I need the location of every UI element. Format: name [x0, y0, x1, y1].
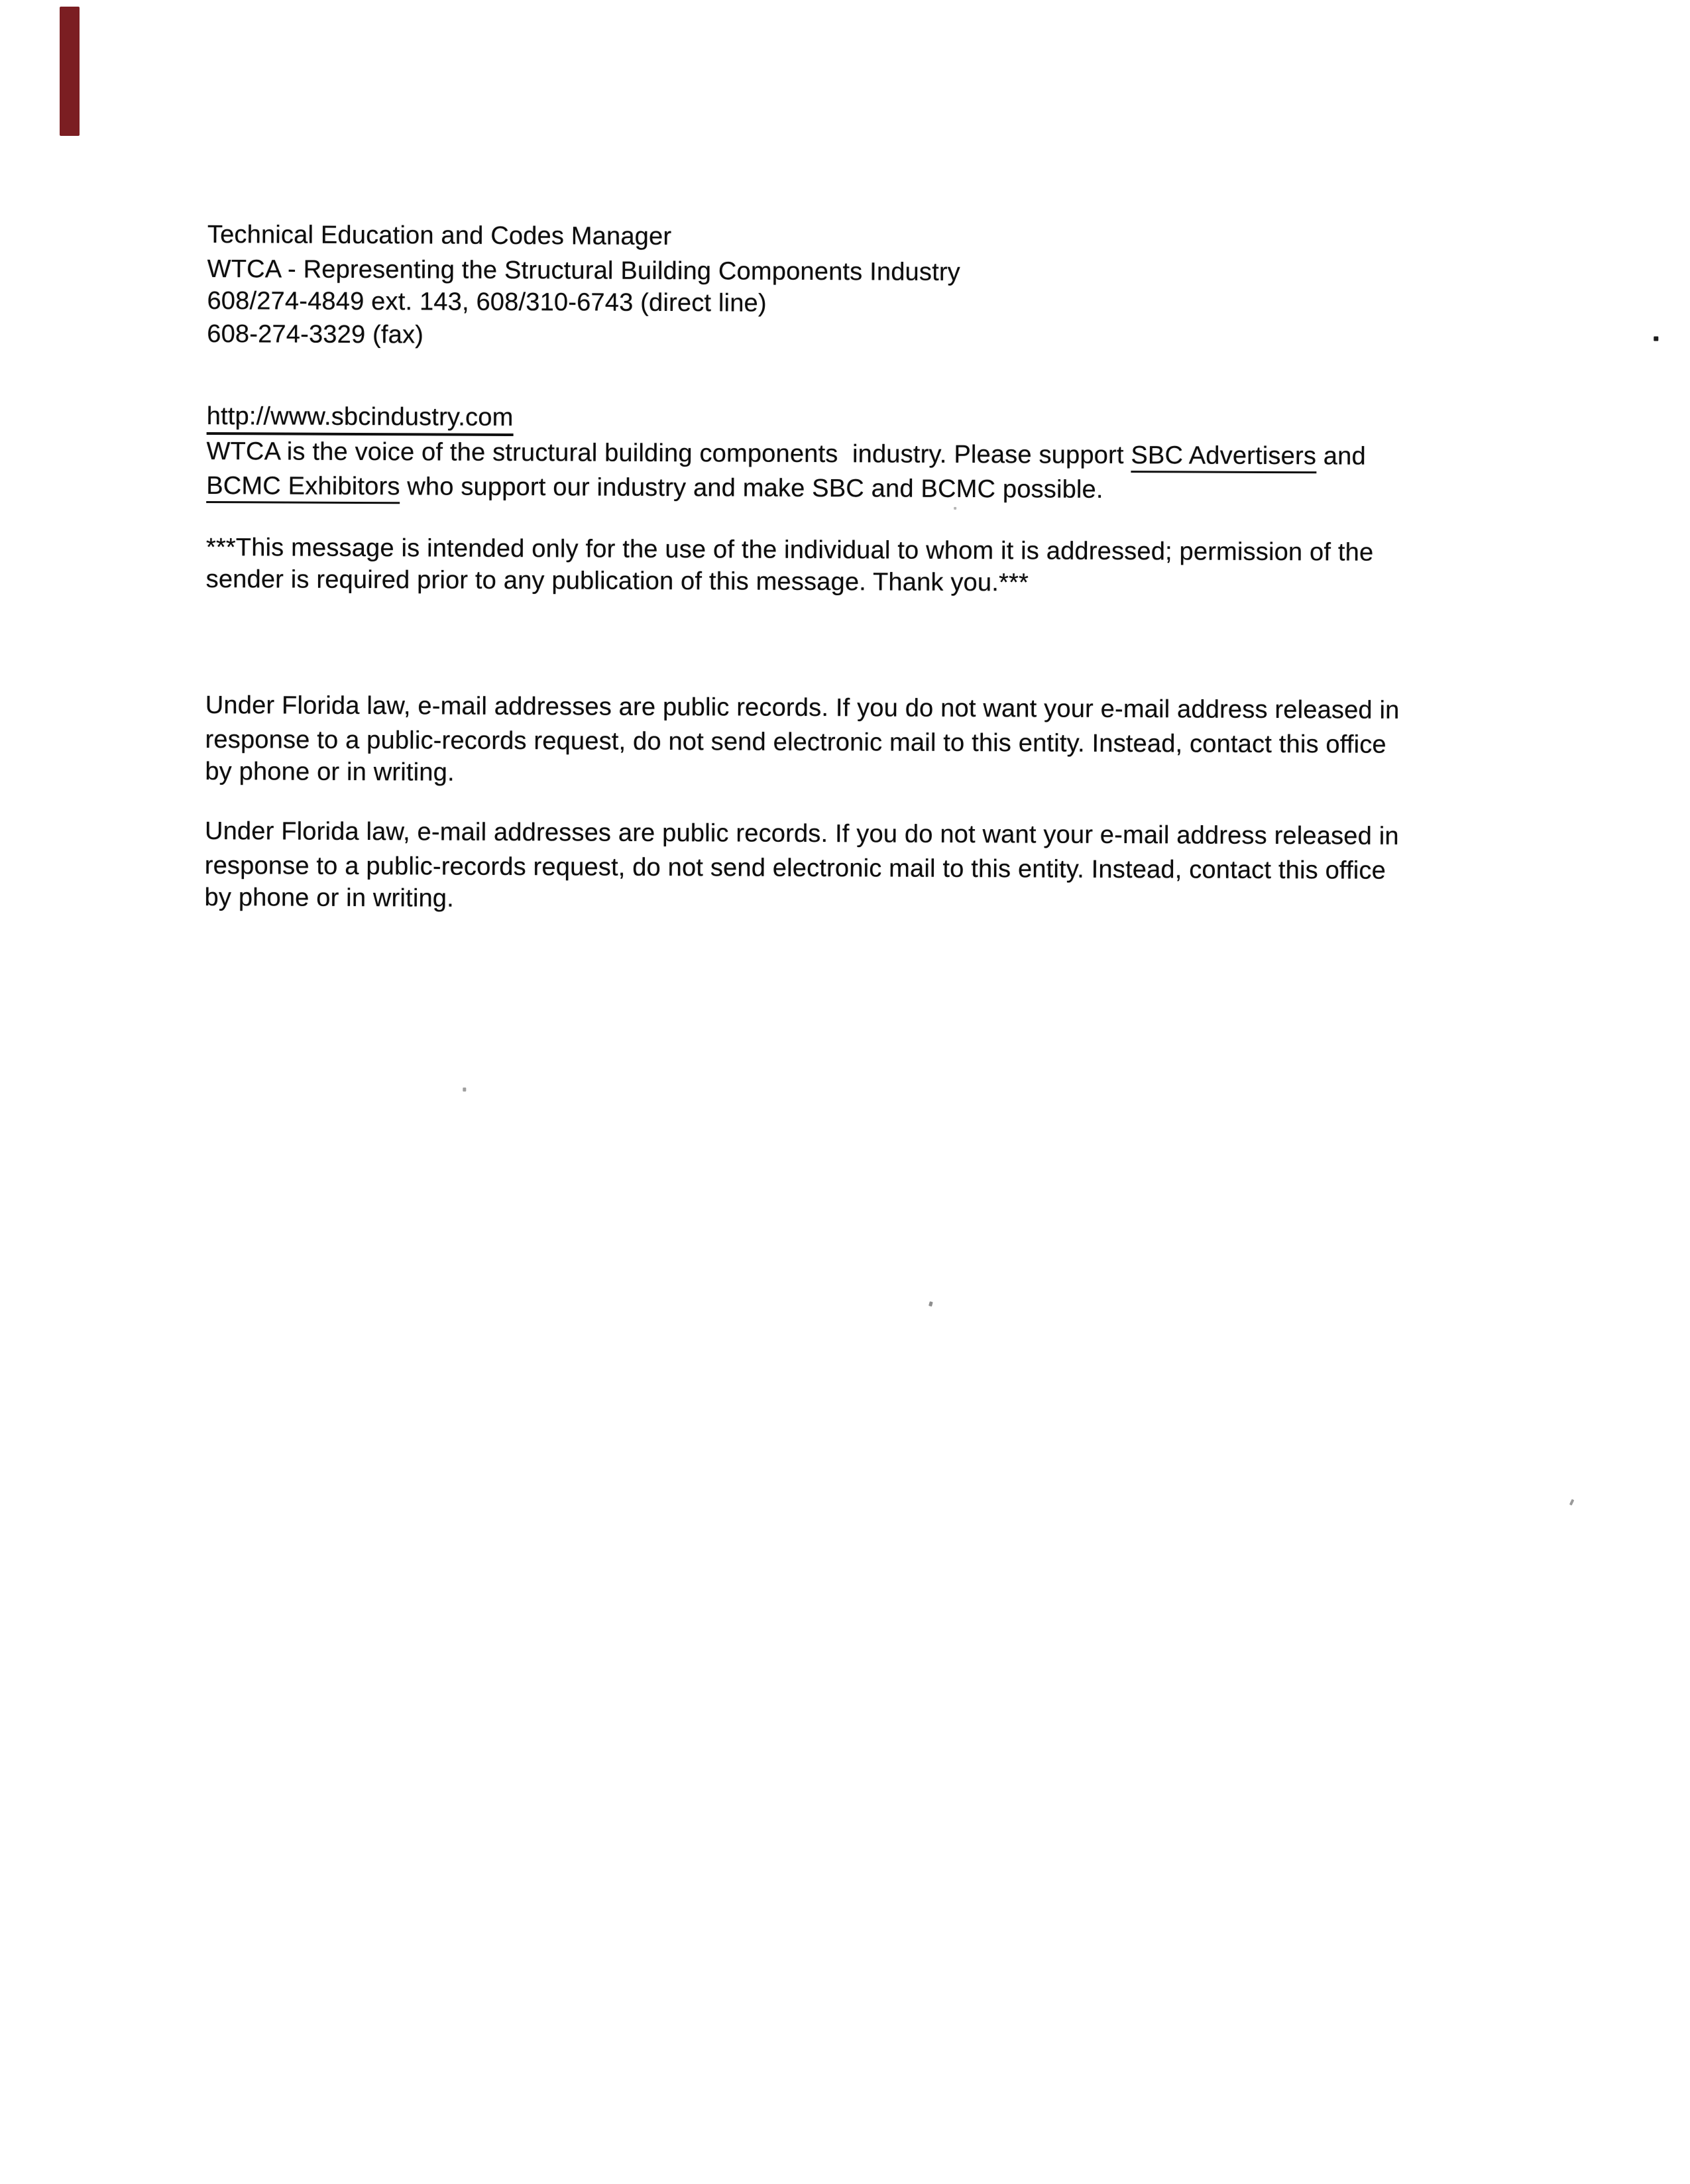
scan-speck	[463, 1088, 466, 1092]
support-note-text-2: who support our industry and make SBC and BCMC possible.	[400, 473, 1103, 504]
website-link[interactable]: http://www.sbcindustry.com	[207, 402, 514, 436]
florida-notice-1-line-1: Under Florida law, e-mail addresses are public records. If you do not want your e-mail address released in	[205, 691, 1400, 724]
florida-notice-1-line-2: response to a public-records request, do not send electronic mail to this entity. Instead, contact this office	[205, 725, 1386, 759]
support-note-line-2	[206, 471, 1103, 505]
support-note-text-tail: and	[1316, 442, 1366, 471]
florida-notice-2-line-1: Under Florida law, e-mail addresses are public records. If you do not want your e-mail address released in	[204, 817, 1399, 850]
confidentiality-note-line-1: ***This message is intended only for the use of the individual to whom it is addressed; permission of the	[205, 533, 1374, 567]
florida-notice-2-line-3: by phone or in writing.	[204, 883, 455, 913]
scan-speck	[954, 507, 956, 510]
bcmc-exhibitors-link[interactable]: BCMC Exhibitors	[206, 472, 400, 504]
signature-fax-line: 608-274-3329 (fax)	[207, 319, 424, 349]
support-note-text: WTCA is the voice of the structural building components industry. Please support	[206, 437, 1131, 470]
support-note-line-1	[206, 436, 1366, 472]
florida-notice-1-line-3: by phone or in writing.	[205, 757, 455, 787]
florida-notice-2-line-2: response to a public-records request, do not send electronic mail to this entity. Instead, contact this office	[204, 851, 1386, 885]
signature-organization-line: WTCA - Representing the Structural Building Components Industry	[207, 255, 961, 286]
website-line	[207, 401, 514, 433]
confidentiality-note-line-2: sender is required prior to any publication of this message. Thank you.***	[205, 565, 1029, 597]
scan-speck	[929, 1301, 933, 1306]
sbc-advertisers-link[interactable]: SBC Advertisers	[1131, 441, 1316, 473]
signature-title-line: Technical Education and Codes Manager	[207, 221, 672, 251]
signature-phone-line: 608/274-4849 ext. 143, 608/310-6743 (direct line)	[207, 286, 767, 317]
scan-speck	[1569, 1499, 1574, 1506]
scan-speck	[1654, 337, 1658, 341]
